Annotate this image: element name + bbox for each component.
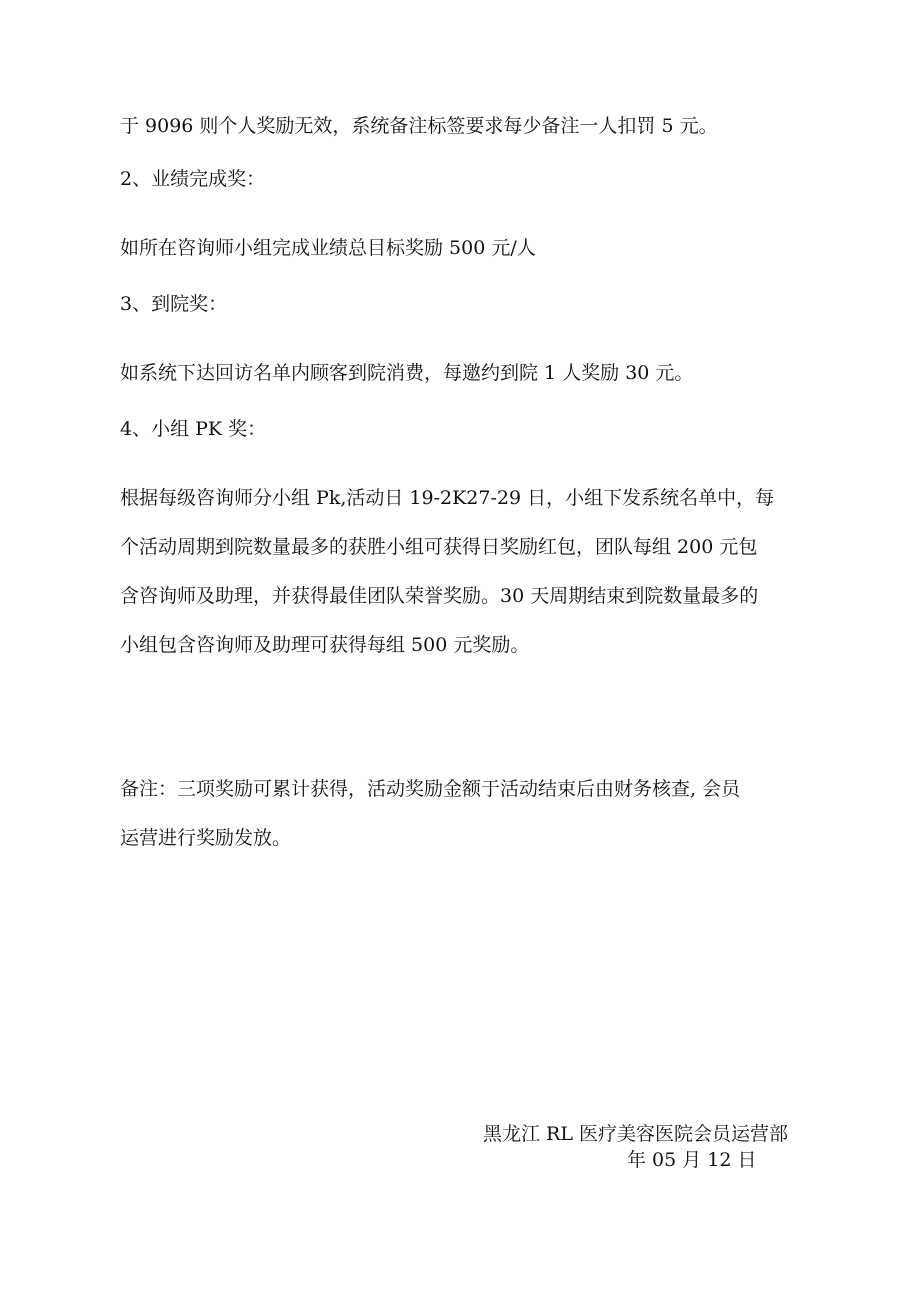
pk-paragraph-line-1: 根据每级咨询师分小组 Pk,活动日 19-2K27-29 日，小组下发系统名单中，每 [120,487,775,509]
line-reward-penalty: 于 9096 则个人奖励无效，系统备注标签要求每少备注一人扣罚 5 元。 [120,115,718,137]
pk-paragraph-line-3: 含咨询师及助理，并获得最佳团队荣誉奖励。30 天周期结束到院数量最多的 [120,585,759,607]
heading-visit-reward: 3、到院奖： [120,293,228,315]
pk-paragraph-line-4: 小组包含咨询师及助理可获得每组 500 元奖励。 [120,634,530,656]
signature-date: 年 05 月 12 日 [627,1149,757,1171]
text-performance-reward: 如所在咨询师小组完成业绩总目标奖励 500 元/人 [120,237,536,259]
pk-paragraph-line-2: 个活动周期到院数量最多的获胜小组可获得日奖励红包，团队每组 200 元包 [120,536,758,558]
note-line-1: 备注：三项奖励可累计获得，活动奖励金额于活动结束后由财务核查, 会员 [120,778,741,800]
heading-performance-reward: 2、业绩完成奖： [120,168,266,190]
signature-organization: 黑龙江 RL 医疗美容医院会员运营部 [483,1123,789,1145]
text-visit-reward: 如系统下达回访名单内顾客到院消费，每邀约到院 1 人奖励 30 元。 [120,362,694,384]
note-line-2: 运营进行奖励发放。 [120,827,292,849]
heading-group-pk-reward: 4、小组 PK 奖： [120,418,267,440]
